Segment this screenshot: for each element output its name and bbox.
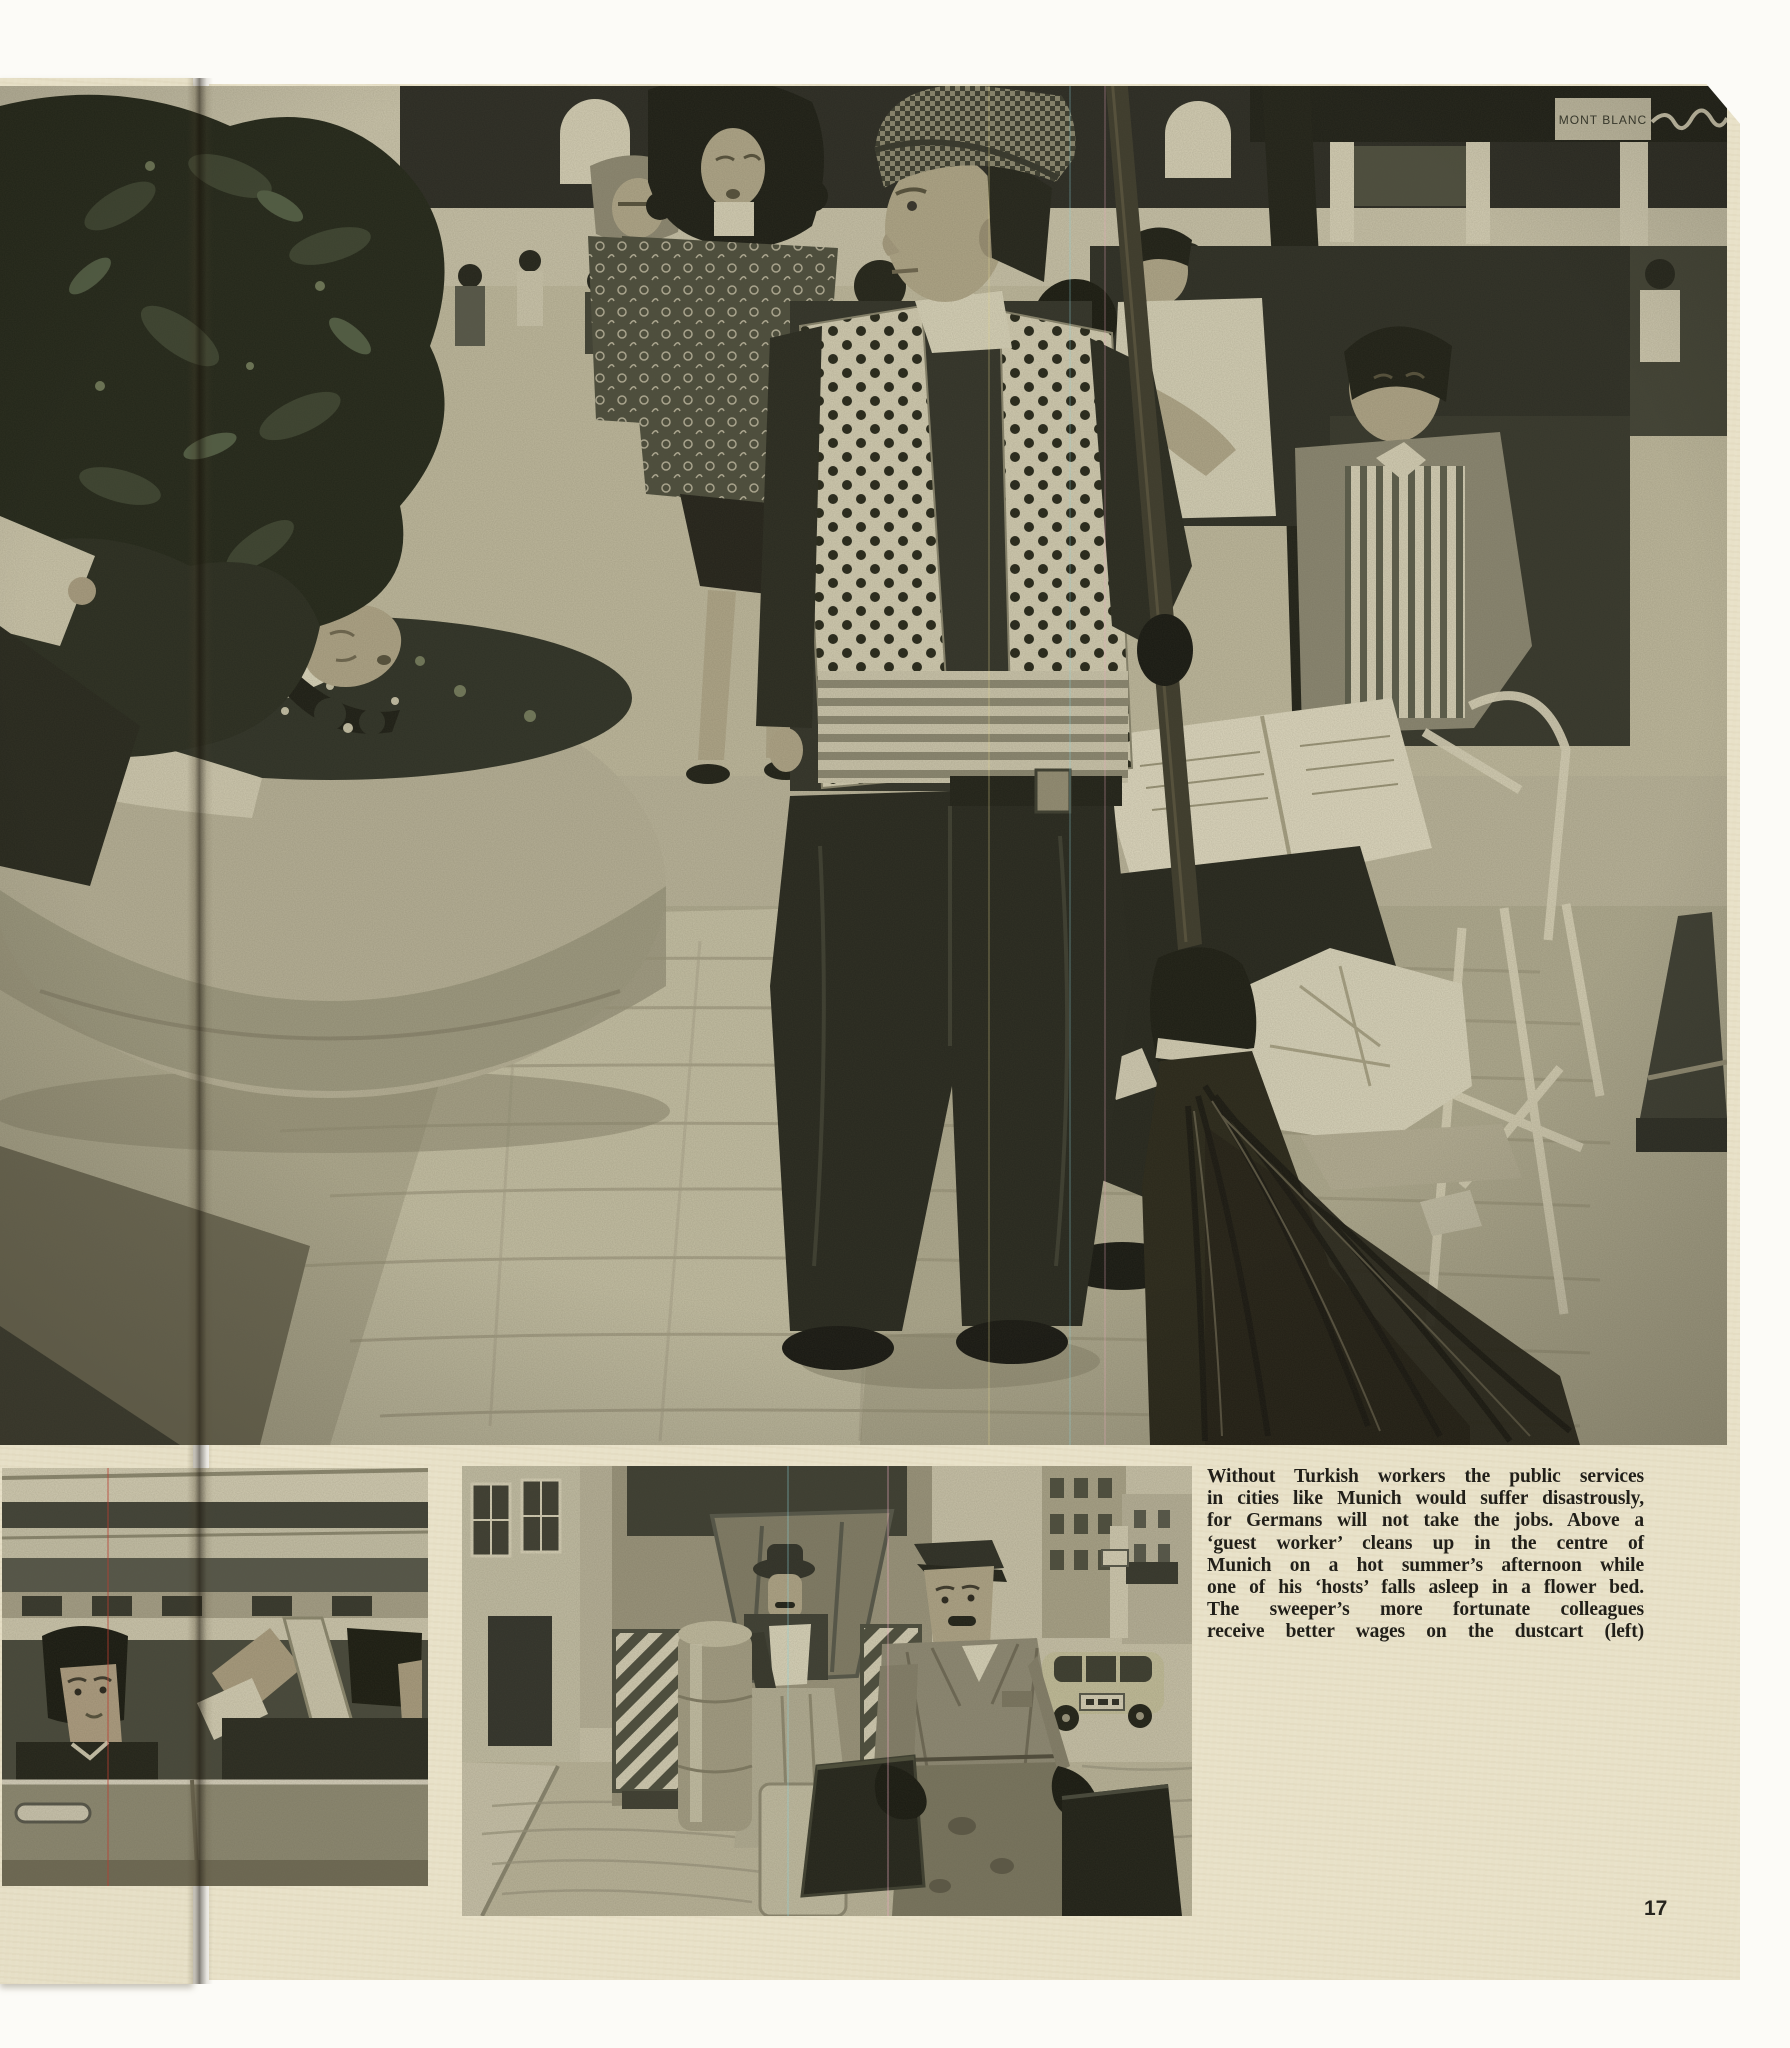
caption-line: ‘guest worker’ cleans up in the centre of: [1207, 1532, 1644, 1554]
caption-line: receive better wages on the dustcart (left): [1207, 1621, 1644, 1643]
caption-line: Munich on a hot summer’s afternoon while: [1207, 1554, 1644, 1576]
page-gutter-fold: [187, 78, 213, 1984]
caption-block: [1207, 1466, 1644, 1644]
print-grain: [0, 86, 1727, 1445]
caption-line: Without Turkish workers the public services: [1207, 1466, 1644, 1487]
photo-dustmen-street: [462, 1466, 1192, 1916]
caption-line: in cities like Munich would suffer disastrously,: [1207, 1488, 1644, 1510]
street-grain: [462, 1466, 1192, 1916]
cab-grain: [2, 1468, 428, 1886]
page-number: 17: [1644, 1897, 1668, 1920]
photo-dustcart-cab: [2, 1468, 428, 1886]
caption-line: for Germans will not take the jobs. Above a: [1207, 1510, 1644, 1532]
photo-street-sweeper: [0, 86, 1727, 1445]
caption-line: one of his ‘hosts’ falls asleep in a flower bed.: [1207, 1577, 1644, 1599]
caption-line: The sweeper’s more fortunate colleagues: [1207, 1599, 1644, 1621]
